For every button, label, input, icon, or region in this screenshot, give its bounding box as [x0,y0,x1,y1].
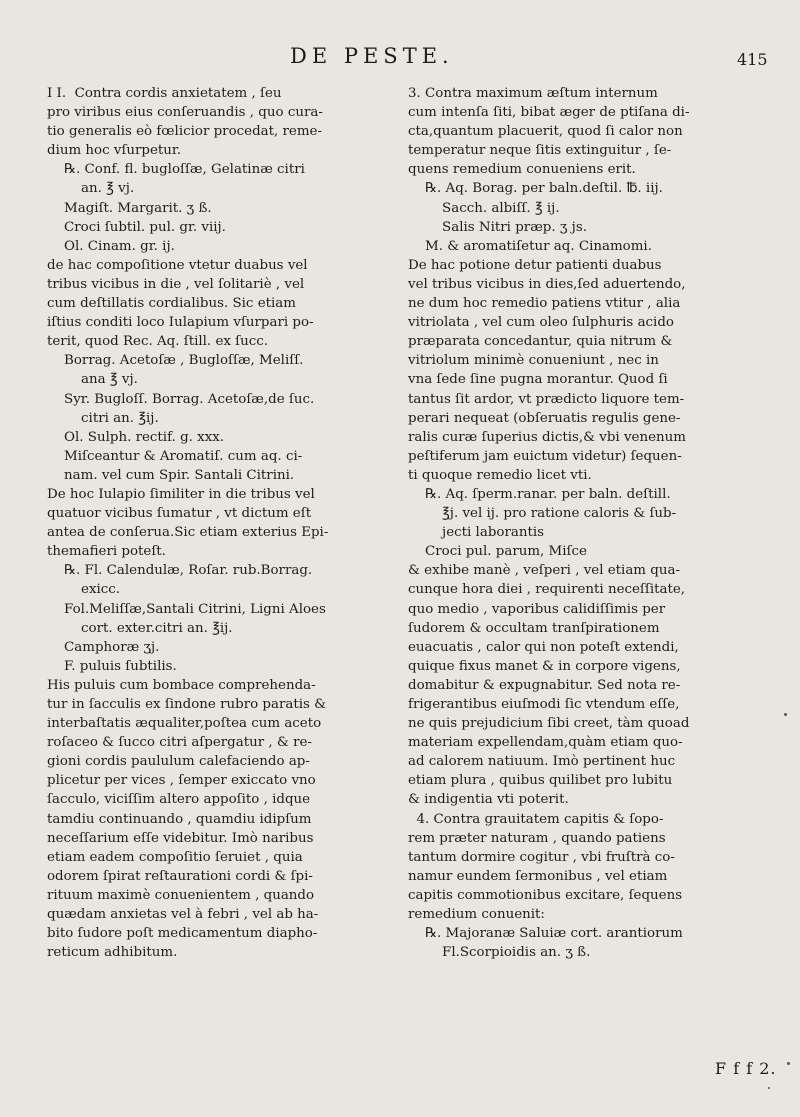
running-head: DE PESTE. [290,44,454,68]
text-line: odorem ſpirat reſtaurationi cordi & ſpi- [47,868,313,884]
ink-speck [787,1062,790,1065]
text-line: interbaſtatis æqualiter,poſtea cum aceto [47,716,322,732]
text-line: ℞. Fl. Calendulæ, Roſar. rub.Borrag. [47,563,313,579]
text-line: Ol. Cinam. gr. ij. [47,238,175,254]
text-line: terit, quod Rec. Aq. ſtill. ex ſucc. [47,334,269,350]
text-line: antea de conſerua.Sic etiam exterius Epi- [47,525,329,541]
ink-speck [768,1087,770,1089]
text-line: plicetur per vices , ſemper exiccato vno [47,773,316,789]
text-line: tantum dormire cogitur , vbi fruſtrà co- [408,849,675,865]
text-line: exicc. [47,582,121,598]
text-line: materiam expellendam,quàm etiam quo- [408,735,683,751]
text-line: M. & aromatiſetur aq. Cinamomi. [408,238,652,254]
text-line: ſacculo, viciſſim altero appoſito , idque [47,792,311,808]
text-line: pro viribus eius conſeruandis , quo cura- [47,105,323,121]
text-line: tribus vicibus in die , vel ſolitariè , vel [47,276,305,292]
text-line: quatuor vicibus ſumatur , vt dictum eſt [47,506,312,522]
text-line: frigerantibus eiuſmodi ſic vtendum eſſe, [408,697,680,712]
text-line: 4. Contra grauitatem capitis & ſopo- [408,811,664,827]
text-line: quens remedium conueniens erit. [408,162,636,178]
text-line: vitriolum minimè conueniunt , nec in [408,353,659,369]
text-line: & indigentia vti poterit. [408,792,569,808]
text-line: ℞. Conf. fl. bugloſſæ, Gelatinæ citri [47,162,305,178]
text-line: Croci pul. parum, Miſce [408,544,587,560]
text-line: vitriolata , vel cum oleo ſulphuris acido [408,315,674,331]
text-line: peſtiferum jam euictum videtur) ſequen- [408,448,682,464]
text-line: Croci ſubtil. pul. gr. viij. [47,219,226,235]
text-line: ti quoque remedio licet vti. [408,467,592,483]
text-line: quique fixus manet & in corpore vigens, [408,658,681,674]
text-line: capitis commotionibus excitare, ſequens [408,887,683,903]
text-line: præparata concedantur, quia nitrum & [408,334,673,350]
text-line: I I. Contra cordis anxietatem , ſeu [47,86,282,101]
text-line: tur in ſacculis ex ſindone rubro paratis & [47,697,327,712]
text-line: remedium conuenit: [408,907,545,923]
text-line: nam. vel cum Spir. Santali Citrini. [47,467,295,483]
text-line: rem præter naturam , quando patiens [408,830,666,846]
text-line: tio generalis eò fœlicior procedat, reme- [47,124,322,140]
text-line: tantus ſit ardor, vt prædicto liquore tem- [408,391,685,407]
text-line: Salis Nitri præp. ʒ js. [408,219,587,235]
text-line: citri an. ℥ij. [47,410,159,426]
text-line: bito ſudore poſt medicamentum diapho- [47,926,318,942]
ink-speck [784,713,787,716]
page-header [0,44,800,74]
text-line: ſudorem & occultam tranſpirationem [408,620,660,636]
text-line: perari nequeat (obſeruatis regulis gene- [408,410,681,426]
text-line: ℞. Majoranæ Saluiæ cort. arantiorum [408,926,683,942]
text-line: cort. exter.citri an. ℥ij. [47,620,233,636]
text-line: cunque hora diei , requirenti neceſſitate, [408,582,686,598]
text-line: domabitur & expugnabitur. Sed nota re- [408,677,681,693]
text-line: ralis curæ ſuperius dictis,& vbi venenum [408,429,686,445]
text-line: quædam anxietas vel à febri , vel ab ha- [47,907,319,923]
text-line: ana ℥ vj. [47,372,138,388]
text-line: cum intenſa ſiti, bibat æger de ptiſana di- [408,105,690,121]
text-line: De hac potione detur patienti duabus [408,257,662,273]
text-line: Fl.Scorpioidis an. ʒ ß. [408,945,591,961]
text-line: de hac compoſitione vtetur duabus vel [47,257,308,273]
text-line: neceſſarium eſſe videbitur. Imò naribus [47,830,314,846]
text-line: dium hoc vſurpetur. [47,143,182,159]
text-line: Camphoræ ʒj. [47,639,160,655]
text-line: Magiſt. Margarit. ʒ ß. [47,200,212,216]
text-line: Sacch. albiſſ. ℥ ij. [408,200,560,216]
text-line: etiam plura , quibus quilibet pro lubitu [408,773,673,789]
text-line: Syr. Bugloſſ. Borrag. Acetoſæ,de ſuc. [47,391,315,407]
left-column [47,84,384,962]
text-line: themafieri poteſt. [47,544,166,560]
text-line: Borrag. Acetoſæ , Bugloſſæ, Meliſſ. [47,353,304,369]
text-line: reticum adhibitum. [47,945,178,961]
text-line: Miſceantur & Aromatiſ. cum aq. ci- [47,448,303,464]
signature-mark: F f f 2. [715,1059,777,1078]
text-line: Fol.Meliſſæ,Santali Citrini, Ligni Aloes [47,601,326,617]
text-line: euacuatis , calor qui non poteſt extendi, [408,639,679,655]
text-line: gioni cordis paululum calefaciendo ap- [47,754,310,770]
text-line: jecti laborantis [408,525,544,541]
text-line: De hoc Iulapio ſimiliter in die tribus vel [47,486,315,502]
text-line: ne quis prejudicium ſibi creet, tàm quoad [408,716,690,732]
text-line: iſtius conditi loco Iulapium vſurpari po- [47,315,314,331]
text-line: rituum maximè conuenientem , quando [47,887,315,903]
text-line: an. ℥ vj. [47,181,135,197]
text-line: quo medio , vaporibus calidiſſimis per [408,601,666,617]
text-line: ad calorem natiuum. Imò pertinent huc [408,754,676,770]
text-line: Ol. Sulph. rectif. g. xxx. [47,429,225,445]
text-line: ne dum hoc remedio patiens vtitur , alia [408,296,681,312]
text-line: ℥j. vel ij. pro ratione caloris & ſub- [408,506,677,522]
text-line: ℞. Aq. ſperm.ranar. per baln. deſtill. [408,486,671,502]
text-line: ℞. Aq. Borag. per baln.deſtil. ℔. iij. [408,181,663,197]
text-line: tamdiu continuando , quamdiu idipſum [47,811,312,827]
text-line: His puluis cum bombace comprehenda- [47,677,316,693]
text-line: namur eundem ſermonibus , vel etiam [408,868,668,884]
text-line: temperatur neque ſitis extinguitur , ſe- [408,143,672,159]
right-column [408,84,770,962]
text-line: vna ſede ſine pugna morantur. Quod ſi [408,372,668,388]
text-line: cta,quantum placuerit, quod ſi calor non [408,124,683,140]
text-line: F. puluis ſubtilis. [47,658,177,674]
text-line: roſaceo & ſucco citri aſpergatur , & re- [47,735,312,751]
text-line: cum deſtillatis cordialibus. Sic etiam [47,296,296,312]
text-line: etiam eadem compoſitio ſeruiet , quia [47,849,303,865]
text-line: & exhibe manè , veſperi , vel etiam qua- [408,563,680,579]
page-number: 415 [737,50,768,69]
text-line: vel tribus vicibus in dies,ſed aduertendo, [408,276,686,292]
text-line: 3. Contra maximum æſtum internum [408,86,658,101]
